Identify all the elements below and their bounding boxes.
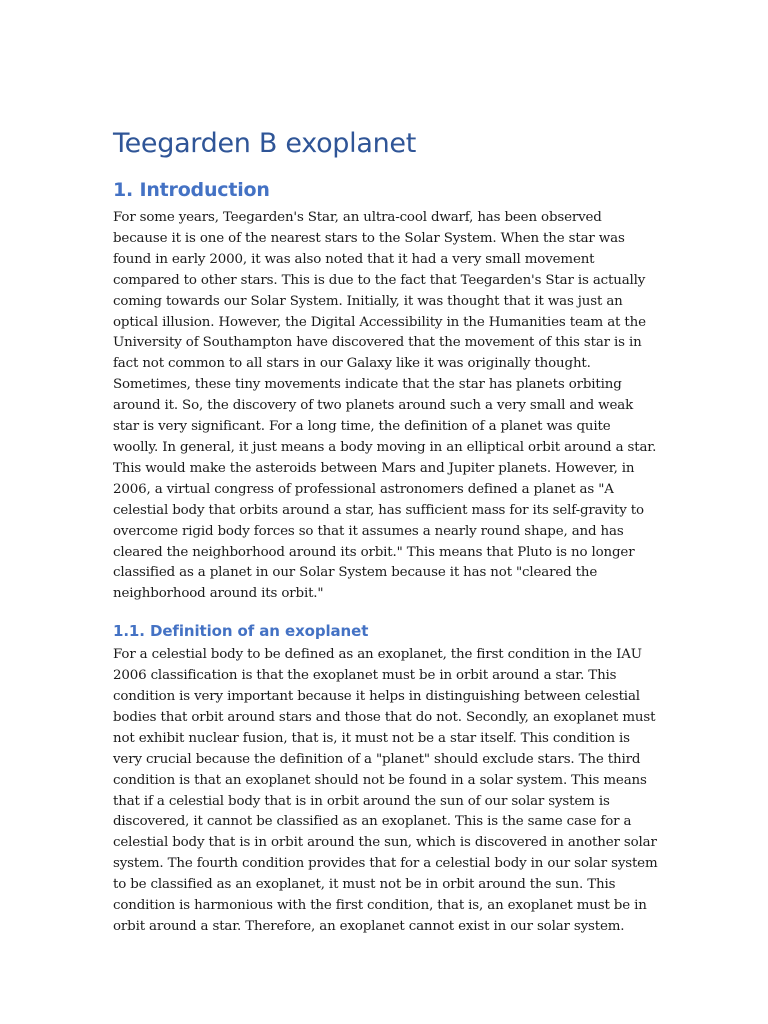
section-heading-definition: 1.1. Definition of an exoplanet: [113, 622, 369, 641]
section-paragraph-definition: For a celestial body to be defined as an exoplanet, the first condition in the IAU 2006 classification is that the exoplanet must be in orbit around a star. This condition is very important because it helps in distinguishing between celestial bodies that orbit around stars and those that do not. Secondly, an exoplanet must not exhibit nuclear fusion, that is, it must not be a star itself. This condition is very crucial because the definition of a "planet" should exclude stars. The third condition is that an exoplanet should not be found in a solar system. This means that if a celestial body that is in orbit around the sun of our solar system is discovered, it cannot be classified as an exoplanet. This is the same case for a celestial body that is in orbit around the sun, which is discovered in another solar system. The fourth condition provides that for a celestial body in our solar system to be classified as an exoplanet, it must not be in orbit around the sun. This condition is harmonious with the first condition, that is, an exoplanet must be in orbit around a star. Therefore, an exoplanet cannot exist in our solar system.: [113, 647, 658, 934]
document-title: Teegarden B exoplanet: [113, 128, 416, 159]
section-paragraph-introduction: For some years, Teegarden's Star, an ultra-cool dwarf, has been observed because it is one of the nearest stars to the Solar System. When the star was found in early 2000, it was also noted that it had a very small movement compared to other stars. This is due to the fact that Teegarden's Star is actually coming towards our Solar System. Initially, it was thought that it was just an optical illusion. However, the Digital Accessibility in the Humanities team at the University of Southampton have discovered that the movement of this star is in fact not common to all stars in our Galaxy like it was originally thought. Sometimes, these tiny movements indicate that the star has planets orbiting around it. So, the discovery of two planets around such a very small and weak star is very significant. For a long time, the definition of a planet was quite woolly. In general, it just means a body moving in an elliptical orbit around a star. This would make the asteroids between Mars and Jupiter planets. However, in 2006, a virtual congress of professional astronomers defined a planet as "A celestial body that orbits around a star, has sufficient mass for its self-gravity to overcome rigid body forces so that it assumes a nearly round shape, and has cleared the neighborhood around its orbit." This means that Pluto is no longer classified as a planet in our Solar System because it has not "cleared the neighborhood around its orbit.": [113, 210, 657, 602]
section-heading-introduction: 1. Introduction: [113, 179, 270, 201]
